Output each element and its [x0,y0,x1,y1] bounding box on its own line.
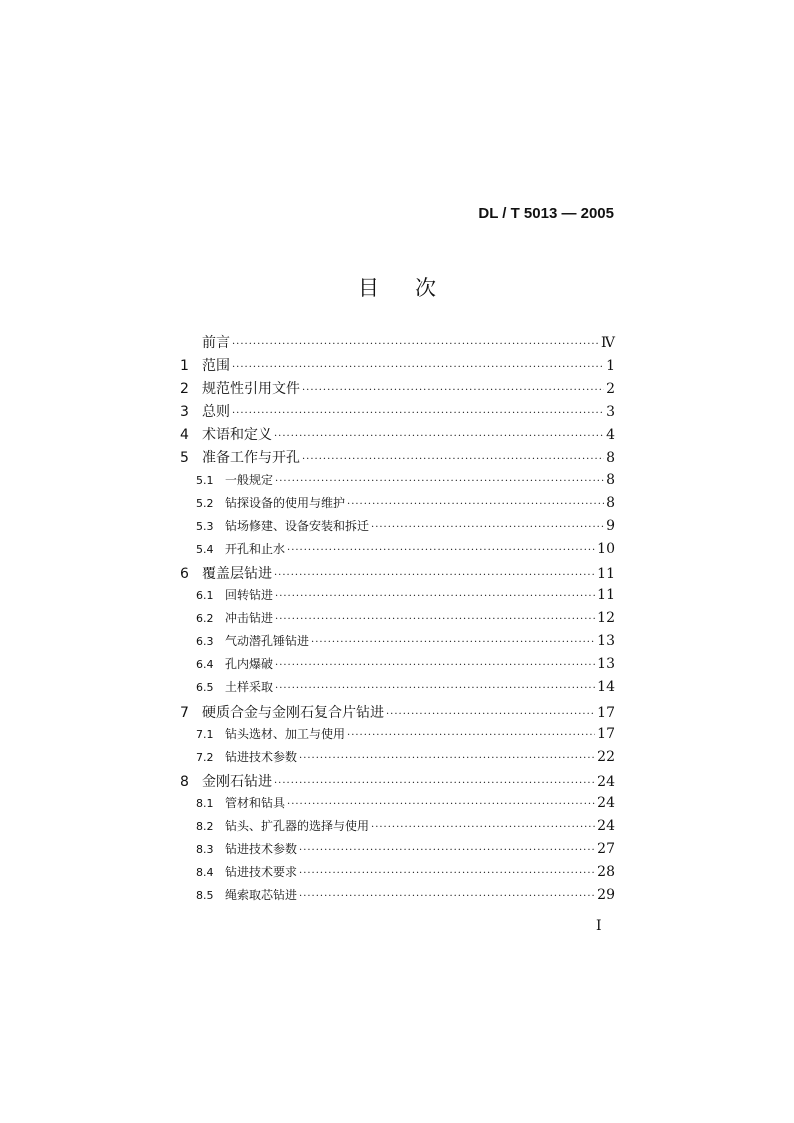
toc-entry[interactable] [180,771,615,794]
toc-entry-number: 7.1 [196,727,214,741]
toc-entry-title: 硬质合金与金刚石复合片钻进 [202,704,384,721]
toc-entry-title: 钻场修建、设备安装和拆迁 [225,518,370,533]
toc-dot-leader [232,408,604,419]
toc-entry[interactable] [180,494,615,517]
toc-dot-leader [311,637,595,648]
toc-entry-title: 钻进技术参数 [225,749,298,764]
toc-dot-leader [302,385,604,396]
toc-entry-number: 8.4 [196,866,214,880]
toc-entry[interactable] [180,378,615,401]
toc-dot-leader [275,476,604,487]
toc-entry-page: 8 [606,494,615,511]
toc-entry[interactable] [180,517,615,540]
toc-entry[interactable] [180,424,615,447]
toc-entry-title: 冲击钻进 [225,611,274,626]
toc-entry-number: 7.2 [196,750,214,764]
toc-entry[interactable] [180,401,615,424]
toc-entry-title: 钻头、扩孔器的选择与使用 [225,818,370,833]
toc-entry[interactable] [180,863,615,886]
toc-entry-title: 术语和定义 [202,427,272,444]
toc-dot-leader [274,431,604,442]
toc-entry[interactable] [180,540,615,563]
toc-entry[interactable] [180,794,615,817]
toc-entry-page: 1 [606,358,615,375]
toc-entry-page: 14 [597,679,615,696]
toc-entry-page: 2 [606,381,615,398]
toc-entry[interactable] [180,332,615,355]
toc-entry-number: 2 [180,381,189,398]
toc-entry-number: 6 [180,565,189,582]
toc-entry-number: 5.2 [196,496,214,510]
toc-dot-leader [287,545,595,556]
toc-entry-page: 3 [606,404,615,421]
toc-entry-page: 13 [597,633,615,650]
toc-entry-number: 6.3 [196,635,214,649]
toc-entry-title: 总则 [202,404,230,421]
toc-entry-page: 22 [597,748,615,765]
toc-entry-page: 27 [597,841,615,858]
toc-entry[interactable] [180,840,615,863]
toc-entry-page: 9 [606,517,615,534]
toc-entry-page: 11 [597,565,615,582]
toc-entry-number: 8.1 [196,796,214,810]
toc-entry-page: 8 [606,450,615,467]
toc-entry[interactable] [180,471,615,494]
toc-entry-number: 4 [180,427,189,444]
page-number: I [596,918,602,934]
toc-entry-title: 金刚石钻进 [202,773,272,790]
toc-dot-leader [299,891,595,902]
toc-entry-title: 范围 [202,358,230,375]
toc-entry-title: 开孔和止水 [225,541,286,556]
toc-entry-number: 6.2 [196,612,214,626]
toc-entry[interactable] [180,748,615,771]
toc-entry-title: 钻进技术参数 [225,842,298,857]
toc-dot-leader [275,591,595,602]
toc-entry-title: 覆盖层钻进 [202,565,272,582]
toc-entry[interactable] [180,886,615,909]
toc-dot-leader [275,660,595,671]
toc-entry[interactable] [180,817,615,840]
toc-entry-number: 5.3 [196,519,214,533]
toc-entry-page: 24 [597,817,615,834]
toc-entry-number: 7 [180,704,189,721]
toc-dot-leader [287,799,595,810]
toc-dot-leader [275,614,595,625]
toc-entry-number: 8.5 [196,889,214,903]
toc-entry-title: 钻探设备的使用与维护 [225,495,346,510]
toc-entry-page: 10 [597,540,615,557]
toc-entry[interactable] [180,702,615,725]
toc-entry-number: 6.1 [196,589,214,603]
toc-title: 目次 [358,276,472,300]
toc-entry-page: 24 [597,794,615,811]
toc-entry-page: 17 [597,704,615,721]
toc-entry-page: 11 [597,587,615,604]
toc-entry-title: 前言 [202,335,230,351]
toc-entry[interactable] [180,678,615,701]
toc-entry-title: 孔内爆破 [225,657,274,672]
toc-entry-number: 3 [180,404,189,421]
toc-entry-number: 1 [180,358,189,375]
toc-entry-number: 5 [180,450,189,467]
toc-dot-leader [386,709,595,720]
toc-entry-page: Ⅳ [601,335,615,351]
toc-entry-number: 5.4 [196,542,214,556]
toc-entry-title: 管材和钻具 [225,795,286,810]
toc-entry-title: 规范性引用文件 [202,381,300,398]
toc-dot-leader [302,454,604,465]
toc-entry[interactable] [180,447,615,470]
toc-entry-title: 回转钻进 [225,588,274,603]
toc-entry[interactable] [180,655,615,678]
toc-entry-page: 4 [606,427,615,444]
toc-entry-title: 一般规定 [225,472,274,487]
toc-entry-page: 13 [597,656,615,673]
toc-dot-leader [232,339,599,350]
toc-entry-title: 绳索取芯钻进 [225,888,298,903]
toc-entry-number: 6.5 [196,681,214,695]
toc-dot-leader [274,570,595,581]
toc-entry-page: 29 [597,887,615,904]
toc-entry[interactable] [180,632,615,655]
toc-entry-title: 准备工作与开孔 [202,450,300,467]
toc-dot-leader [275,683,595,694]
toc-dot-leader [299,845,595,856]
toc-entry-page: 12 [597,610,615,627]
toc-dot-leader [299,753,595,764]
toc-dot-leader [371,522,604,533]
toc-entry-page: 8 [606,471,615,488]
toc-dot-leader [371,822,595,833]
standard-code: DL / T 5013 — 2005 [478,205,614,222]
toc-entry[interactable] [180,563,615,586]
toc-dot-leader [232,362,604,373]
toc-entry-number: 8 [180,773,189,790]
toc-dot-leader [299,868,595,879]
toc-entry-page: 17 [597,725,615,742]
toc-dot-leader [274,778,595,789]
toc-entry-number: 8.3 [196,843,214,857]
toc-entry[interactable] [180,355,615,378]
toc-entry[interactable] [180,586,615,609]
toc-dot-leader [347,499,604,510]
toc-entry-title: 气动潜孔锤钻进 [225,634,310,649]
toc-entry[interactable] [180,609,615,632]
toc-entry-page: 24 [597,773,615,790]
toc-entry-page: 28 [597,864,615,881]
toc-entry-title: 土样采取 [225,680,274,695]
toc-entry-title: 钻进技术要求 [225,865,298,880]
toc-dot-leader [347,730,595,741]
table-of-contents [180,332,615,909]
toc-entry-title: 钻头选材、加工与使用 [225,726,346,741]
toc-entry-number: 6.4 [196,658,214,672]
toc-entry-number: 8.2 [196,819,214,833]
toc-entry-number: 5.1 [196,473,214,487]
toc-entry[interactable] [180,725,615,748]
